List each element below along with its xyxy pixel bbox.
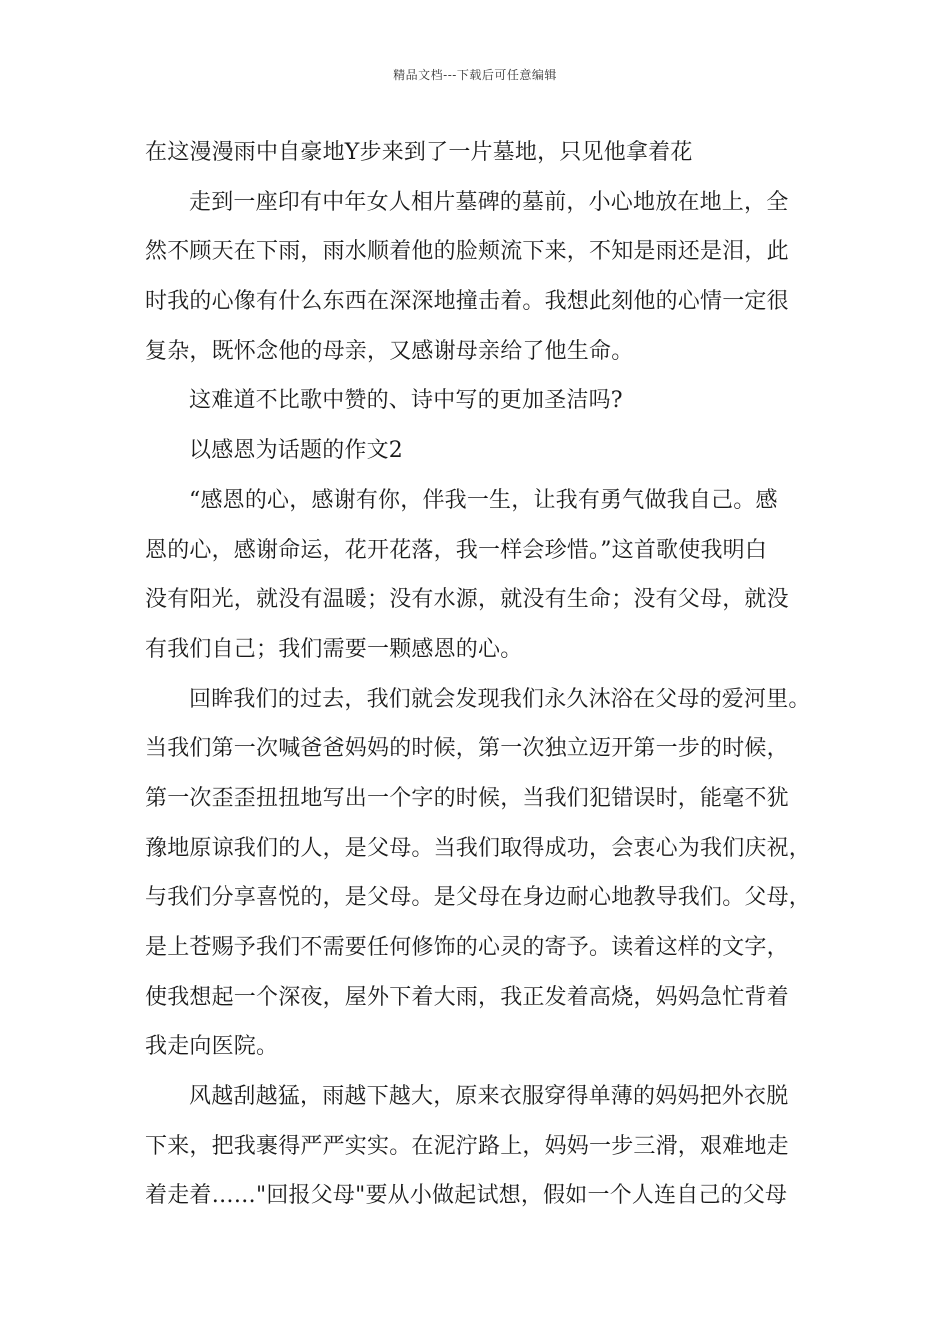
text-line: 然不顾天在下雨，雨水顺着他的脸颊流下来，不知是雨还是泪，此 [145,239,789,265]
text-line: 是上苍赐予我们不需要任何修饰的心灵的寄予。读着这样的文字， [145,935,789,960]
document-body [145,130,813,1223]
paragraph-start-line: 走到一座印有中年女人相片墓碑的墓前，小心地放在地上，全 [189,189,789,215]
text-line: 没有阳光，就没有温暖；没有水源，就没有生命；没有父母，就没 [145,587,789,613]
paragraph-start-line: “感恩的心，感谢有你，伴我一生，让我有勇气做我自己。感 [189,487,778,513]
paragraph-start-line: 回眸我们的过去，我们就会发现我们永久沐浴在父母的爱河里。 [189,686,811,712]
text-line: 当我们第一次喊爸爸妈妈的时候，第一次独立迈开第一步的时候， [145,736,789,762]
text-line: 复杂，既怀念他的母亲，又感谢母亲给了他生命。 [145,338,634,364]
text-line: 第一次歪歪扭扭地写出一个字的时候，当我们犯错误时，能毫不犹 [145,785,789,811]
text-line: 恩的心，感谢命运，花开花落，我一样会珍惜。”这首歌使我明白 [145,537,768,563]
text-line: 着走着……"回报父母"要从小做起试想，假如一个人连自己的父母 [145,1183,788,1209]
text-line: 有我们自己；我们需要一颗感恩的心。 [145,636,523,662]
section-title: 以感恩为话题的作文2 [189,438,403,464]
text-line: 我走向医院。 [145,1034,279,1060]
paragraph-start-line: 风越刮越猛，雨越下越大，原来衣服穿得单薄的妈妈把外衣脱 [189,1084,789,1110]
text-line: 在这漫漫雨中自豪地Y步来到了一片墓地，只见他拿着花 [145,140,693,165]
text-line: 使我想起一个深夜，屋外下着大雨，我正发着高烧，妈妈急忙背着 [145,984,789,1010]
text-line: 与我们分享喜悦的，是父母。是父母在身边耐心地教导我们。父母， [145,885,812,911]
page-header: 精品文档---下载后可任意编辑 [393,68,557,82]
text-line: 时我的心像有什么东西在深深地撞击着。我想此刻他的心情一定很 [145,289,789,315]
text-line: 下来，把我裹得严严实实。在泥泞路上，妈妈一步三滑，艰难地走 [145,1133,789,1159]
paragraph-start-line: 这难道不比歌中赞的、诗中写的更加圣洁吗? [189,388,623,414]
text-line: 豫地原谅我们的人，是父母。当我们取得成功，会衷心为我们庆祝， [145,835,812,861]
